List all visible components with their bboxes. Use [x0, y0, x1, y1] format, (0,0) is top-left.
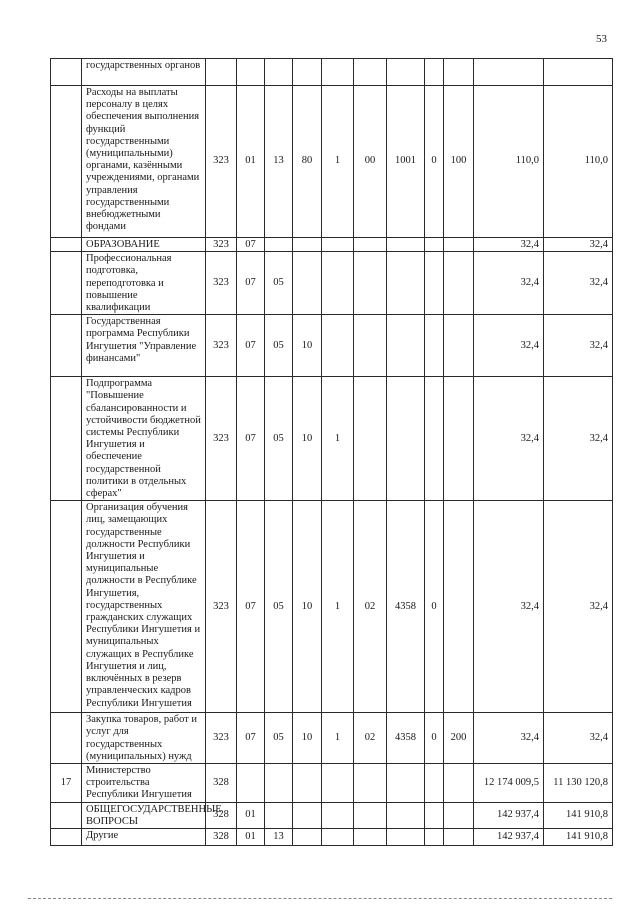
program-code: 10	[293, 713, 322, 764]
direction-suffix	[425, 238, 444, 252]
table-row	[51, 59, 613, 86]
subsection-code: 05	[265, 252, 293, 315]
expense-type-code	[444, 252, 474, 315]
item-name: Расходы на выплаты персоналу в целях обеспечения выполнения функций государственными (муниципальными) органами, казёнными учреждениями, органами управления государственными внебюджетными фондами	[82, 86, 206, 238]
row-number	[51, 86, 82, 238]
amount-year-1: 142 937,4	[474, 802, 544, 828]
ministry-code: 328	[206, 829, 237, 846]
direction-code	[387, 764, 425, 803]
direction-suffix	[425, 377, 444, 501]
subsection-code: 05	[265, 501, 293, 713]
table-row	[51, 829, 613, 846]
amount-year-1: 32,4	[474, 252, 544, 315]
program-code: 10	[293, 377, 322, 501]
amount-year-2: 32,4	[544, 377, 613, 501]
section-code: 07	[237, 713, 265, 764]
direction-code: 4358	[387, 501, 425, 713]
direction-code: 1001	[387, 86, 425, 238]
subprogram-code	[322, 315, 354, 377]
expense-type-code	[444, 829, 474, 846]
direction-code	[387, 377, 425, 501]
program-code	[293, 252, 322, 315]
row-number	[51, 238, 82, 252]
ministry-code: 323	[206, 238, 237, 252]
program-code	[293, 238, 322, 252]
subprogram-code: 1	[322, 377, 354, 501]
item-name: государственных органов	[82, 59, 206, 86]
direction-code	[387, 829, 425, 846]
subprogram-code	[322, 829, 354, 846]
ministry-code: 328	[206, 802, 237, 828]
direction-suffix: 0	[425, 86, 444, 238]
ministry-code: 323	[206, 86, 237, 238]
subsection-code: 13	[265, 86, 293, 238]
section-code: 07	[237, 238, 265, 252]
amount-year-2: 32,4	[544, 501, 613, 713]
subsection-code: 05	[265, 377, 293, 501]
table-row	[51, 764, 613, 803]
direction-suffix	[425, 59, 444, 86]
row-number	[51, 713, 82, 764]
program-code	[293, 802, 322, 828]
ministry-code: 323	[206, 252, 237, 315]
program-code	[293, 764, 322, 803]
section-code: 07	[237, 252, 265, 315]
table-row	[51, 377, 613, 501]
section-code: 07	[237, 377, 265, 501]
activity-code: 02	[354, 501, 387, 713]
section-code: 01	[237, 86, 265, 238]
expense-type-code: 200	[444, 713, 474, 764]
section-code: 01	[237, 829, 265, 846]
ministry-code: 323	[206, 501, 237, 713]
activity-code	[354, 59, 387, 86]
subprogram-code	[322, 764, 354, 803]
subsection-code	[265, 802, 293, 828]
table-row	[51, 802, 613, 828]
subsection-code: 05	[265, 713, 293, 764]
direction-code	[387, 252, 425, 315]
table-row	[51, 713, 613, 764]
ministry-code: 323	[206, 713, 237, 764]
subprogram-code	[322, 59, 354, 86]
row-number	[51, 252, 82, 315]
expense-type-code	[444, 238, 474, 252]
activity-code: 02	[354, 713, 387, 764]
item-name: Закупка товаров, работ и услуг для государственных (муниципальных) нужд	[82, 713, 206, 764]
table-row	[51, 238, 613, 252]
subsection-code	[265, 238, 293, 252]
activity-code	[354, 764, 387, 803]
activity-code	[354, 802, 387, 828]
expense-type-code	[444, 764, 474, 803]
section-code	[237, 59, 265, 86]
program-code	[293, 829, 322, 846]
item-name: Организация обучения лиц, замещающих государственные должности Республики Ингушетия и муниципальные должности в Республике Ингушетия, государственных гражданских служащих Республики Ингушетия и муниципальных служащих в Республике Ингушетия и лиц, включённых в резерв управленческих кадров Республики Ингушетия	[82, 501, 206, 713]
amount-year-1: 142 937,4	[474, 829, 544, 846]
amount-year-1: 32,4	[474, 315, 544, 377]
row-number	[51, 315, 82, 377]
table-row	[51, 252, 613, 315]
program-code	[293, 59, 322, 86]
activity-code	[354, 238, 387, 252]
direction-code	[387, 238, 425, 252]
direction-suffix	[425, 252, 444, 315]
amount-year-2: 141 910,8	[544, 829, 613, 846]
ministry-code: 323	[206, 377, 237, 501]
amount-year-2	[544, 59, 613, 86]
activity-code	[354, 377, 387, 501]
subprogram-code	[322, 252, 354, 315]
amount-year-2: 32,4	[544, 238, 613, 252]
row-number	[51, 377, 82, 501]
subsection-code: 13	[265, 829, 293, 846]
subprogram-code	[322, 238, 354, 252]
direction-suffix	[425, 802, 444, 828]
activity-code	[354, 252, 387, 315]
table-row	[51, 501, 613, 713]
subprogram-code: 1	[322, 713, 354, 764]
program-code: 10	[293, 315, 322, 377]
row-number	[51, 501, 82, 713]
amount-year-2: 110,0	[544, 86, 613, 238]
expense-type-code	[444, 315, 474, 377]
page-number: 53	[596, 33, 607, 45]
ministry-code: 323	[206, 315, 237, 377]
amount-year-1: 32,4	[474, 377, 544, 501]
ministry-code: 328	[206, 764, 237, 803]
direction-code: 4358	[387, 713, 425, 764]
section-code: 01	[237, 802, 265, 828]
subprogram-code	[322, 802, 354, 828]
expense-type-code: 100	[444, 86, 474, 238]
row-number	[51, 802, 82, 828]
amount-year-1: 32,4	[474, 501, 544, 713]
direction-suffix: 0	[425, 713, 444, 764]
item-name: ОБЩЕГОСУДАРСТВЕННЫЕ ВОПРОСЫ	[82, 802, 206, 828]
section-code: 07	[237, 501, 265, 713]
table-row	[51, 86, 613, 238]
item-name: Другие	[82, 829, 206, 846]
expense-type-code	[444, 59, 474, 86]
subprogram-code: 1	[322, 86, 354, 238]
direction-code	[387, 802, 425, 828]
table-row	[51, 315, 613, 377]
amount-year-1: 32,4	[474, 238, 544, 252]
item-name: Подпрограмма "Повышение сбалансированности и устойчивости бюджетной системы Республики Ингушетия и обеспечение государственной политики в отдельных сферах"	[82, 377, 206, 501]
expense-type-code	[444, 802, 474, 828]
direction-code	[387, 59, 425, 86]
amount-year-1: 12 174 009,5	[474, 764, 544, 803]
item-name: Министерство строительства Республики Ингушетия	[82, 764, 206, 803]
amount-year-1: 32,4	[474, 713, 544, 764]
amount-year-2: 32,4	[544, 713, 613, 764]
direction-suffix	[425, 315, 444, 377]
amount-year-2: 32,4	[544, 252, 613, 315]
page-bottom-rule	[28, 898, 612, 899]
subsection-code	[265, 59, 293, 86]
section-code: 07	[237, 315, 265, 377]
amount-year-2: 11 130 120,8	[544, 764, 613, 803]
subsection-code	[265, 764, 293, 803]
subprogram-code: 1	[322, 501, 354, 713]
direction-suffix	[425, 829, 444, 846]
activity-code: 00	[354, 86, 387, 238]
activity-code	[354, 315, 387, 377]
amount-year-1	[474, 59, 544, 86]
ministry-code	[206, 59, 237, 86]
budget-table	[50, 58, 613, 846]
table-body	[51, 59, 613, 846]
program-code: 10	[293, 501, 322, 713]
row-number	[51, 829, 82, 846]
item-name: Государственная программа Республики Ингушетия "Управление финансами"	[82, 315, 206, 377]
item-name: Профессиональная подготовка, переподготовка и повышение квалификации	[82, 252, 206, 315]
expense-type-code	[444, 377, 474, 501]
direction-suffix: 0	[425, 501, 444, 713]
amount-year-2: 32,4	[544, 315, 613, 377]
activity-code	[354, 829, 387, 846]
item-name: ОБРАЗОВАНИЕ	[82, 238, 206, 252]
program-code: 80	[293, 86, 322, 238]
row-number: 17	[51, 764, 82, 803]
row-number	[51, 59, 82, 86]
subsection-code: 05	[265, 315, 293, 377]
expense-type-code	[444, 501, 474, 713]
amount-year-1: 110,0	[474, 86, 544, 238]
direction-suffix	[425, 764, 444, 803]
direction-code	[387, 315, 425, 377]
section-code	[237, 764, 265, 803]
amount-year-2: 141 910,8	[544, 802, 613, 828]
